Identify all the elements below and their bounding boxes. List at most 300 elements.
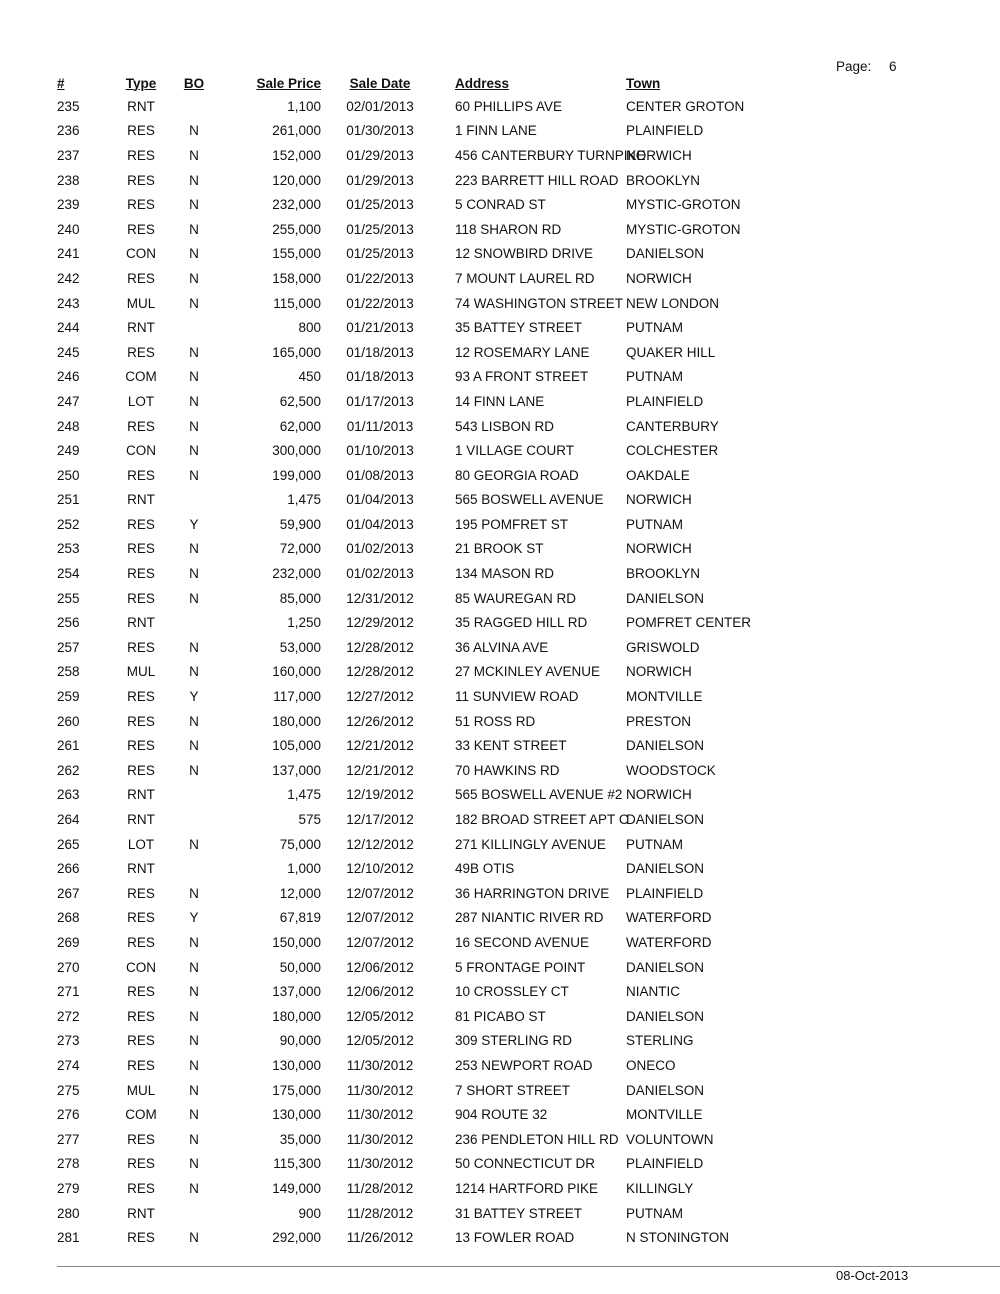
cell-sale-date: 01/29/2013 <box>346 172 414 188</box>
column-header-address: Address <box>455 75 510 91</box>
cell-number: 237 <box>57 147 80 163</box>
cell-sale-price: 75,000 <box>279 836 321 852</box>
cell-address: 7 MOUNT LAUREL RD <box>455 270 595 286</box>
cell-type: RES <box>127 172 155 188</box>
cell-town: PUTNAM <box>626 1205 683 1221</box>
cell-sale-price: 130,000 <box>272 1107 321 1123</box>
cell-address: 271 KILLINGLY AVENUE <box>455 836 606 852</box>
cell-bo: N <box>189 934 199 950</box>
table-row <box>57 881 763 906</box>
cell-sale-price: 62,500 <box>279 393 321 409</box>
cell-number: 268 <box>57 910 80 926</box>
cell-address: 21 BROOK ST <box>455 541 544 557</box>
cell-address: 456 CANTERBURY TURNPIKE <box>455 147 646 163</box>
cell-address: 12 SNOWBIRD DRIVE <box>455 246 594 262</box>
cell-bo: N <box>189 443 199 459</box>
cell-sale-date: 11/30/2012 <box>346 1082 414 1098</box>
cell-number: 265 <box>57 836 80 852</box>
cell-type: RES <box>127 467 155 483</box>
cell-bo: N <box>189 1230 199 1246</box>
cell-town: PUTNAM <box>626 369 683 385</box>
table-row <box>57 635 763 660</box>
cell-sale-price: 50,000 <box>279 959 321 975</box>
cell-sale-date: 01/02/2013 <box>346 541 414 557</box>
cell-number: 278 <box>57 1156 80 1172</box>
cell-address: 543 LISBON RD <box>455 418 555 434</box>
cell-sale-date: 12/29/2012 <box>346 615 414 631</box>
cell-town: PLAINFIELD <box>626 123 704 139</box>
cell-sale-price: 137,000 <box>272 984 321 1000</box>
cell-type: RES <box>127 221 155 237</box>
cell-type: RES <box>127 1180 155 1196</box>
cell-number: 246 <box>57 369 80 385</box>
cell-address: 5 FRONTAGE POINT <box>455 959 586 975</box>
cell-sale-price: 160,000 <box>272 664 321 680</box>
cell-sale-date: 12/21/2012 <box>346 762 414 778</box>
table-row <box>57 856 763 881</box>
table-row <box>57 807 763 832</box>
cell-town: N STONINGTON <box>626 1230 730 1246</box>
table-row <box>57 463 763 488</box>
cell-sale-date: 11/28/2012 <box>346 1205 414 1221</box>
table-row <box>57 1078 763 1103</box>
cell-number: 274 <box>57 1057 80 1073</box>
cell-number: 259 <box>57 689 80 705</box>
cell-number: 250 <box>57 467 80 483</box>
cell-sale-price: 232,000 <box>272 197 321 213</box>
cell-address: 70 HAWKINS RD <box>455 762 560 778</box>
cell-sale-date: 12/26/2012 <box>346 713 414 729</box>
cell-address: 10 CROSSLEY CT <box>455 984 569 1000</box>
cell-sale-price: 115,300 <box>273 1156 321 1172</box>
cell-sale-date: 01/29/2013 <box>346 147 414 163</box>
cell-town: WATERFORD <box>626 934 712 950</box>
cell-sale-price: 1,475 <box>287 492 321 508</box>
cell-sale-price: 1,475 <box>287 787 321 803</box>
table-row <box>57 1152 763 1177</box>
cell-address: 253 NEWPORT ROAD <box>455 1057 593 1073</box>
cell-sale-date: 12/28/2012 <box>346 664 414 680</box>
cell-address: 51 ROSS RD <box>455 713 536 729</box>
cell-town: DANIELSON <box>626 861 705 877</box>
cell-type: RES <box>127 418 155 434</box>
table-row <box>57 758 763 783</box>
cell-bo <box>169 315 219 340</box>
cell-sale-date: 01/17/2013 <box>346 393 414 409</box>
cell-type: RES <box>127 689 155 705</box>
cell-town: STERLING <box>626 1033 694 1049</box>
cell-number: 277 <box>57 1131 80 1147</box>
cell-address: 118 SHARON RD <box>455 221 562 237</box>
cell-number: 275 <box>57 1082 80 1098</box>
table-row <box>57 119 763 144</box>
cell-type: RNT <box>127 787 155 803</box>
cell-sale-date: 02/01/2013 <box>346 98 414 114</box>
cell-sale-price: 155,000 <box>272 246 321 262</box>
cell-town: KILLINGLY <box>626 1180 694 1196</box>
cell-sale-date: 12/17/2012 <box>346 812 414 828</box>
cell-type: MUL <box>126 295 156 311</box>
cell-number: 252 <box>57 516 80 532</box>
cell-town: PLAINFIELD <box>626 885 704 901</box>
cell-sale-price: 261,000 <box>272 123 321 139</box>
cell-number: 262 <box>57 762 80 778</box>
table-header-row <box>57 72 763 94</box>
cell-bo <box>169 94 219 119</box>
cell-sale-price: 292,000 <box>272 1230 321 1246</box>
cell-town: VOLUNTOWN <box>626 1131 714 1147</box>
cell-number: 270 <box>57 959 80 975</box>
cell-type: RES <box>127 516 155 532</box>
cell-sale-date: 01/21/2013 <box>346 320 414 336</box>
table-row <box>57 168 763 193</box>
cell-sale-price: 117,000 <box>273 689 321 705</box>
cell-sale-price: 180,000 <box>272 1008 321 1024</box>
cell-sale-price: 137,000 <box>272 762 321 778</box>
cell-sale-date: 11/30/2012 <box>346 1107 414 1123</box>
cell-town: WATERFORD <box>626 910 712 926</box>
column-header-type: Type <box>125 75 157 91</box>
cell-bo: N <box>189 123 199 139</box>
cell-type: RES <box>127 123 155 139</box>
cell-sale-price: 1,000 <box>287 861 321 877</box>
cell-number: 238 <box>57 172 80 188</box>
cell-sale-price: 105,000 <box>272 738 321 754</box>
table-row <box>57 438 763 463</box>
cell-sale-date: 01/04/2013 <box>346 516 414 532</box>
cell-bo: N <box>189 984 199 1000</box>
cell-address: 27 MCKINLEY AVENUE <box>455 664 601 680</box>
cell-town: NEW LONDON <box>626 295 720 311</box>
cell-sale-date: 12/12/2012 <box>346 836 414 852</box>
cell-type: MUL <box>126 664 156 680</box>
cell-sale-price: 450 <box>298 369 321 385</box>
cell-type: LOT <box>127 836 155 852</box>
cell-sale-date: 01/10/2013 <box>346 443 414 459</box>
cell-bo: N <box>189 836 199 852</box>
cell-sale-date: 01/04/2013 <box>346 492 414 508</box>
cell-type: RES <box>127 344 155 360</box>
cell-sale-price: 1,100 <box>287 98 321 114</box>
cell-town: DANIELSON <box>626 246 705 262</box>
cell-sale-price: 575 <box>298 812 321 828</box>
cell-bo: N <box>189 246 199 262</box>
cell-type: COM <box>125 1107 157 1123</box>
cell-address: 134 MASON RD <box>455 566 555 582</box>
cell-town: ONECO <box>626 1057 676 1073</box>
cell-bo <box>169 488 219 513</box>
cell-sale-date: 12/05/2012 <box>346 1008 414 1024</box>
cell-sale-price: 120,000 <box>272 172 321 188</box>
table-body <box>57 94 763 1250</box>
cell-sale-price: 149,000 <box>272 1180 321 1196</box>
cell-bo: Y <box>189 689 199 705</box>
cell-bo: N <box>189 590 199 606</box>
table-row <box>57 537 763 562</box>
cell-number: 276 <box>57 1107 80 1123</box>
cell-address: 74 WASHINGTON STREET <box>455 295 624 311</box>
cell-bo: N <box>189 270 199 286</box>
cell-sale-date: 12/10/2012 <box>346 861 414 877</box>
cell-sale-date: 11/30/2012 <box>346 1131 414 1147</box>
cell-type: CON <box>126 246 156 262</box>
table-row <box>57 561 763 586</box>
cell-sale-date: 01/25/2013 <box>346 221 414 237</box>
cell-number: 253 <box>57 541 80 557</box>
cell-sale-date: 12/07/2012 <box>346 885 414 901</box>
table-row <box>57 143 763 168</box>
cell-address: 13 FOWLER ROAD <box>455 1230 575 1246</box>
cell-type: CON <box>126 959 156 975</box>
cell-sale-date: 11/28/2012 <box>346 1180 414 1196</box>
table-row <box>57 906 763 931</box>
cell-type: RES <box>127 713 155 729</box>
cell-number: 267 <box>57 885 80 901</box>
cell-number: 279 <box>57 1180 80 1196</box>
table-row <box>57 660 763 685</box>
cell-bo: N <box>189 1107 199 1123</box>
column-header-bo: BO <box>183 75 205 91</box>
cell-bo: N <box>189 1131 199 1147</box>
cell-bo: N <box>189 1033 199 1049</box>
table-row <box>57 586 763 611</box>
cell-type: RES <box>127 738 155 754</box>
table-row <box>57 340 763 365</box>
cell-sale-price: 67,819 <box>279 910 321 926</box>
cell-number: 249 <box>57 443 80 459</box>
cell-sale-price: 180,000 <box>272 713 321 729</box>
cell-bo <box>169 783 219 808</box>
cell-sale-date: 01/22/2013 <box>346 270 414 286</box>
cell-type: RES <box>127 541 155 557</box>
cell-address: 309 STERLING RD <box>455 1033 573 1049</box>
cell-number: 248 <box>57 418 80 434</box>
cell-sale-price: 900 <box>298 1205 321 1221</box>
cell-sale-price: 85,000 <box>279 590 321 606</box>
cell-bo: N <box>189 1008 199 1024</box>
table-row <box>57 266 763 291</box>
cell-bo: N <box>189 197 199 213</box>
cell-sale-date: 12/06/2012 <box>346 959 414 975</box>
cell-type: RES <box>127 270 155 286</box>
cell-town: MONTVILLE <box>626 689 703 705</box>
cell-bo <box>169 1201 219 1226</box>
cell-bo: N <box>189 1057 199 1073</box>
cell-type: RES <box>127 934 155 950</box>
cell-town: DANIELSON <box>626 1082 705 1098</box>
cell-number: 269 <box>57 934 80 950</box>
cell-town: GRISWOLD <box>626 639 700 655</box>
cell-bo: N <box>189 566 199 582</box>
cell-bo: N <box>189 959 199 975</box>
cell-address: 565 BOSWELL AVENUE #2 <box>455 787 623 803</box>
cell-sale-price: 12,000 <box>279 885 321 901</box>
table-row <box>57 242 763 267</box>
cell-address: 5 CONRAD ST <box>455 197 546 213</box>
cell-address: 81 PICABO ST <box>455 1008 546 1024</box>
cell-sale-date: 01/18/2013 <box>346 344 414 360</box>
cell-type: RNT <box>127 320 155 336</box>
cell-bo: N <box>189 762 199 778</box>
cell-town: NORWICH <box>626 541 692 557</box>
cell-town: POMFRET CENTER <box>626 615 752 631</box>
cell-town: WOODSTOCK <box>626 762 716 778</box>
table-row <box>57 1127 763 1152</box>
cell-address: 93 A FRONT STREET <box>455 369 589 385</box>
cell-address: 7 SHORT STREET <box>455 1082 571 1098</box>
cell-bo <box>169 807 219 832</box>
cell-number: 258 <box>57 664 80 680</box>
cell-sale-date: 12/21/2012 <box>346 738 414 754</box>
column-header-town: Town <box>626 75 661 91</box>
cell-town: NORWICH <box>626 664 692 680</box>
cell-sale-price: 90,000 <box>279 1033 321 1049</box>
cell-number: 240 <box>57 221 80 237</box>
column-header-number: # <box>57 75 65 91</box>
cell-type: RES <box>127 566 155 582</box>
cell-address: 49B OTIS <box>455 861 515 877</box>
cell-town: MYSTIC-GROTON <box>626 197 741 213</box>
cell-bo: N <box>189 221 199 237</box>
cell-town: PUTNAM <box>626 320 683 336</box>
cell-address: 1 FINN LANE <box>455 123 537 139</box>
cell-type: RNT <box>127 492 155 508</box>
cell-address: 287 NIANTIC RIVER RD <box>455 910 604 926</box>
cell-sale-date: 11/26/2012 <box>346 1230 414 1246</box>
cell-sale-date: 01/08/2013 <box>346 467 414 483</box>
table-row <box>57 291 763 316</box>
table-row <box>57 733 763 758</box>
cell-type: RES <box>127 590 155 606</box>
cell-bo <box>169 610 219 635</box>
cell-type: RES <box>127 1033 155 1049</box>
cell-address: 80 GEORGIA ROAD <box>455 467 579 483</box>
cell-number: 243 <box>57 295 80 311</box>
cell-sale-date: 01/25/2013 <box>346 246 414 262</box>
cell-type: RES <box>127 1230 155 1246</box>
cell-sale-price: 53,000 <box>279 639 321 655</box>
cell-sale-price: 152,000 <box>272 147 321 163</box>
cell-address: 182 BROAD STREET APT C <box>455 812 629 828</box>
cell-address: 236 PENDLETON HILL RD <box>455 1131 619 1147</box>
table-row <box>57 684 763 709</box>
cell-town: MONTVILLE <box>626 1107 703 1123</box>
cell-type: RNT <box>127 1205 155 1221</box>
cell-sale-date: 11/30/2012 <box>346 1057 414 1073</box>
cell-bo: N <box>189 393 199 409</box>
cell-sale-date: 12/31/2012 <box>346 590 414 606</box>
cell-bo: N <box>189 1180 199 1196</box>
cell-sale-price: 158,000 <box>272 270 321 286</box>
footer-divider <box>57 1266 1000 1267</box>
table-row <box>57 217 763 242</box>
page-number: 6 <box>889 59 897 74</box>
table-row <box>57 414 763 439</box>
cell-number: 247 <box>57 393 80 409</box>
cell-town: DANIELSON <box>626 1008 705 1024</box>
cell-address: 195 POMFRET ST <box>455 516 569 532</box>
cell-number: 235 <box>57 98 80 114</box>
table-row <box>57 315 763 340</box>
cell-sale-date: 12/07/2012 <box>346 934 414 950</box>
cell-town: OAKDALE <box>626 467 690 483</box>
footer-date: 08-Oct-2013 <box>836 1268 909 1283</box>
cell-sale-date: 01/30/2013 <box>346 123 414 139</box>
table-row <box>57 488 763 513</box>
cell-sale-date: 01/25/2013 <box>346 197 414 213</box>
cell-number: 272 <box>57 1008 80 1024</box>
cell-bo: N <box>189 344 199 360</box>
cell-type: RES <box>127 910 155 926</box>
cell-number: 244 <box>57 320 80 336</box>
cell-address: 36 ALVINA AVE <box>455 639 549 655</box>
cell-sale-price: 59,900 <box>279 516 321 532</box>
cell-type: RNT <box>127 812 155 828</box>
cell-sale-price: 130,000 <box>272 1057 321 1073</box>
cell-number: 251 <box>57 492 80 508</box>
cell-bo: N <box>189 147 199 163</box>
cell-bo <box>169 856 219 881</box>
cell-sale-price: 62,000 <box>279 418 321 434</box>
cell-number: 260 <box>57 713 80 729</box>
cell-type: RES <box>127 197 155 213</box>
cell-town: PRESTON <box>626 713 692 729</box>
cell-town: PLAINFIELD <box>626 393 704 409</box>
cell-type: MUL <box>126 1082 156 1098</box>
table-row <box>57 1053 763 1078</box>
cell-sale-date: 01/02/2013 <box>346 566 414 582</box>
cell-number: 241 <box>57 246 80 262</box>
cell-sale-date: 12/05/2012 <box>346 1033 414 1049</box>
cell-sale-price: 72,000 <box>279 541 321 557</box>
cell-type: RES <box>127 885 155 901</box>
cell-town: PLAINFIELD <box>626 1156 704 1172</box>
cell-town: MYSTIC-GROTON <box>626 221 741 237</box>
cell-town: CENTER GROTON <box>626 98 745 114</box>
cell-sale-price: 255,000 <box>272 221 321 237</box>
cell-town: DANIELSON <box>626 738 705 754</box>
page-label: Page: <box>836 59 872 74</box>
table-row <box>57 512 763 537</box>
table-row <box>57 1102 763 1127</box>
cell-bo: Y <box>189 910 199 926</box>
cell-type: RES <box>127 1057 155 1073</box>
cell-sale-date: 12/19/2012 <box>346 787 414 803</box>
cell-bo: N <box>189 369 199 385</box>
cell-bo: N <box>189 885 199 901</box>
cell-type: RNT <box>127 615 155 631</box>
table-row <box>57 709 763 734</box>
cell-address: 33 KENT STREET <box>455 738 567 754</box>
cell-number: 245 <box>57 344 80 360</box>
cell-number: 281 <box>57 1230 80 1246</box>
cell-address: 565 BOSWELL AVENUE <box>455 492 604 508</box>
cell-bo: N <box>189 295 199 311</box>
cell-sale-price: 199,000 <box>272 467 321 483</box>
cell-bo: N <box>189 172 199 188</box>
cell-bo: N <box>189 713 199 729</box>
cell-number: 239 <box>57 197 80 213</box>
cell-number: 263 <box>57 787 80 803</box>
cell-bo: N <box>189 467 199 483</box>
cell-sale-date: 11/30/2012 <box>346 1156 414 1172</box>
cell-number: 273 <box>57 1033 80 1049</box>
sales-table <box>57 72 763 1250</box>
cell-number: 261 <box>57 738 80 754</box>
cell-town: PUTNAM <box>626 516 683 532</box>
cell-bo: N <box>189 418 199 434</box>
cell-number: 242 <box>57 270 80 286</box>
